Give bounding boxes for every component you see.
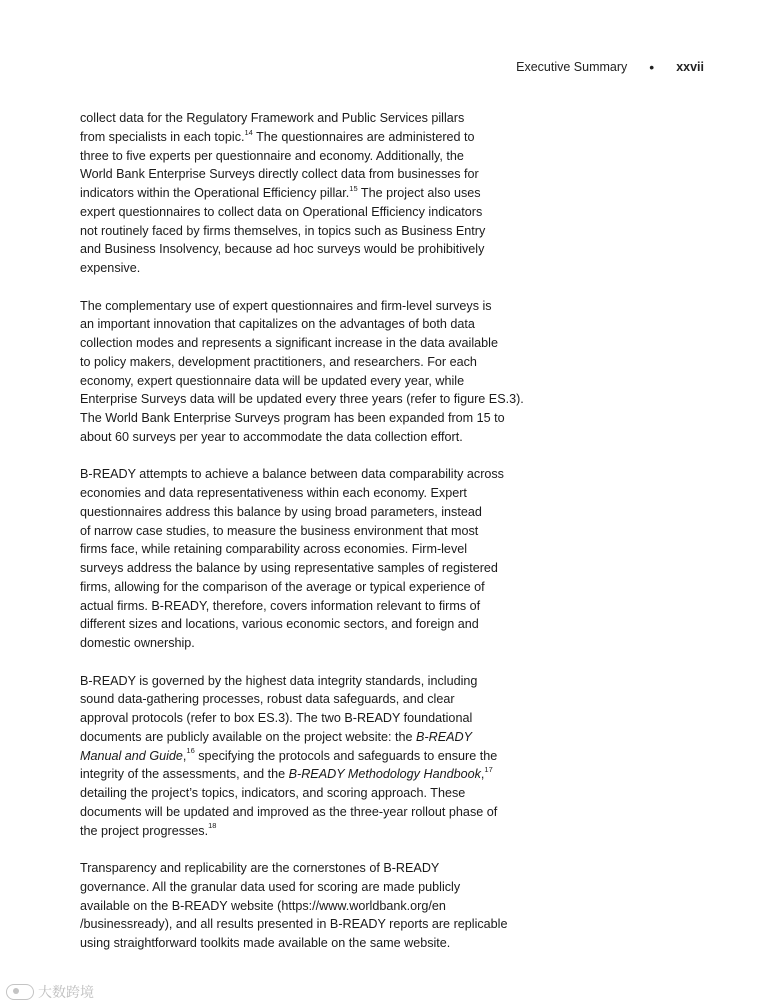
line-text: collect data for the Regulatory Framework and Public Services pillars (80, 111, 465, 125)
text-line (80, 709, 526, 728)
text-line (80, 353, 526, 372)
line-text: to policy makers, development practitioners, and researchers. For each (80, 354, 477, 369)
running-header (516, 59, 704, 75)
text-line (80, 597, 526, 616)
watermark (6, 982, 94, 1002)
line-text: The questionnaires are administered to (252, 129, 475, 144)
paragraph (80, 297, 526, 447)
paragraph (80, 672, 526, 841)
footnote-ref: 15 (349, 183, 358, 193)
footnote-ref: 16 (186, 746, 195, 756)
text-line (80, 184, 526, 203)
paragraph (80, 859, 526, 953)
line-text: expert questionnaires to collect data on Operational Efficiency indicators (80, 204, 483, 219)
line-text: documents are publicly available on the project website: the (80, 729, 417, 744)
line-text: three to five experts per questionnaire and economy. Additionally, the (80, 148, 464, 163)
text-line (80, 915, 526, 934)
line-text: expensive. (80, 261, 141, 275)
text-line (80, 409, 526, 428)
text-line (80, 822, 526, 841)
text-line (80, 578, 526, 597)
line-text: B-READY attempts to achieve a balance between data comparability across (80, 467, 504, 482)
text-line (80, 503, 526, 522)
footnote-ref: 17 (484, 765, 493, 775)
line-text: World Bank Enterprise Surveys directly collect data from businesses for (80, 167, 479, 182)
line-text: questionnaires address this balance by using broad parameters, instead (80, 504, 482, 519)
text-line (80, 128, 526, 147)
text-line (80, 859, 526, 878)
paragraph (80, 465, 526, 653)
line-text: and Business Insolvency, because ad hoc surveys would be prohibitively (80, 242, 485, 257)
line-text: indicators within the Operational Efficiency pillar. (80, 186, 350, 200)
italic-title: B-READY Methodology Handbook (288, 767, 481, 782)
text-line (80, 222, 526, 241)
text-line (80, 634, 526, 653)
line-text: economies and data representativeness within each economy. Expert (80, 486, 467, 500)
text-line (80, 109, 526, 128)
line-text: documents will be updated and improved as the three-year rollout phase of (80, 804, 498, 819)
text-line (80, 165, 526, 184)
text-line (80, 390, 526, 409)
footnote-ref: 18 (208, 821, 217, 831)
text-line (80, 259, 526, 278)
text-line (80, 615, 526, 634)
footnote-ref: 14 (244, 127, 253, 137)
italic-title: B-READY (416, 729, 473, 744)
line-text: the project progresses. (80, 823, 209, 838)
text-line (80, 315, 526, 334)
italic-title: Manual and Guide (80, 748, 183, 763)
line-text: firms face, while retaining comparability across economies. Firm-level (80, 542, 468, 557)
line-text: The complementary use of expert questionnaires and firm-level surveys is (80, 298, 492, 313)
line-text: using straightforward toolkits made available on the same website. (80, 936, 451, 950)
text-line (80, 784, 526, 803)
line-text: collection modes and represents a significant increase in the data available (80, 336, 498, 350)
line-text: available on the B-READY website (https://www.worldbank.org/en (80, 898, 446, 913)
text-line (80, 803, 526, 822)
line-text: from specialists in each topic. (80, 129, 245, 144)
text-line (80, 540, 526, 559)
line-text: , (480, 767, 485, 782)
text-line (80, 690, 526, 709)
line-text: about 60 surveys per year to accommodate the data collection effort. (80, 429, 463, 444)
page-number: xxvii (676, 60, 704, 74)
watermark-text: 大数跨境 (38, 984, 94, 1000)
line-text: of narrow case studies, to measure the business environment that most (80, 523, 479, 538)
text-line (80, 334, 526, 353)
line-text: different sizes and locations, various economic sectors, and foreign and (80, 617, 479, 632)
text-line (80, 372, 526, 391)
text-line (80, 897, 526, 916)
line-text: domestic ownership. (80, 636, 195, 650)
line-text: , (182, 748, 187, 763)
line-text: B-READY is governed by the highest data integrity standards, including (80, 673, 478, 688)
header-bullet: • (649, 59, 655, 75)
paragraph (80, 109, 526, 278)
body-text (80, 109, 526, 972)
line-text: approval protocols (refer to box ES.3). The two B-READY foundational (80, 711, 473, 725)
text-line (80, 465, 526, 484)
section-title: Executive Summary (516, 60, 628, 74)
line-text: /businessready), and all results presented in B-READY reports are replicable (80, 917, 508, 932)
text-line (80, 878, 526, 897)
line-text: governance. All the granular data used for scoring are made publicly (80, 879, 461, 894)
line-text: an important innovation that capitalizes on the advantages of both data (80, 317, 475, 332)
text-line (80, 240, 526, 259)
line-text: actual firms. B-READY, therefore, covers information relevant to firms of (80, 598, 481, 613)
text-line (80, 747, 526, 766)
text-line (80, 203, 526, 222)
line-text: firms, allowing for the comparison of the average or typical experience of (80, 579, 485, 594)
watermark-logo-icon (6, 984, 34, 1000)
text-line (80, 672, 526, 691)
text-line (80, 728, 526, 747)
line-text: sound data-gathering processes, robust data safeguards, and clear (80, 692, 455, 707)
line-text: integrity of the assessments, and the (80, 767, 289, 782)
text-line (80, 297, 526, 316)
text-line (80, 484, 526, 503)
text-line (80, 559, 526, 578)
text-line (80, 522, 526, 541)
text-line (80, 428, 526, 447)
line-text: The project also uses (357, 186, 481, 200)
text-line (80, 765, 526, 784)
line-text: economy, expert questionnaire data will be updated every year, while (80, 373, 465, 388)
line-text: Enterprise Surveys data will be updated every three years (refer to figure ES.3). (80, 392, 524, 407)
text-line (80, 147, 526, 166)
line-text: Transparency and replicability are the cornerstones of B-READY (80, 861, 440, 875)
text-line (80, 934, 526, 953)
line-text: not routinely faced by firms themselves, in topics such as Business Entry (80, 223, 486, 238)
line-text: detailing the project’s topics, indicators, and scoring approach. These (80, 786, 466, 800)
line-text: surveys address the balance by using representative samples of registered (80, 561, 498, 575)
line-text: The World Bank Enterprise Surveys program has been expanded from 15 to (80, 411, 505, 425)
line-text: specifying the protocols and safeguards to ensure the (194, 748, 498, 763)
